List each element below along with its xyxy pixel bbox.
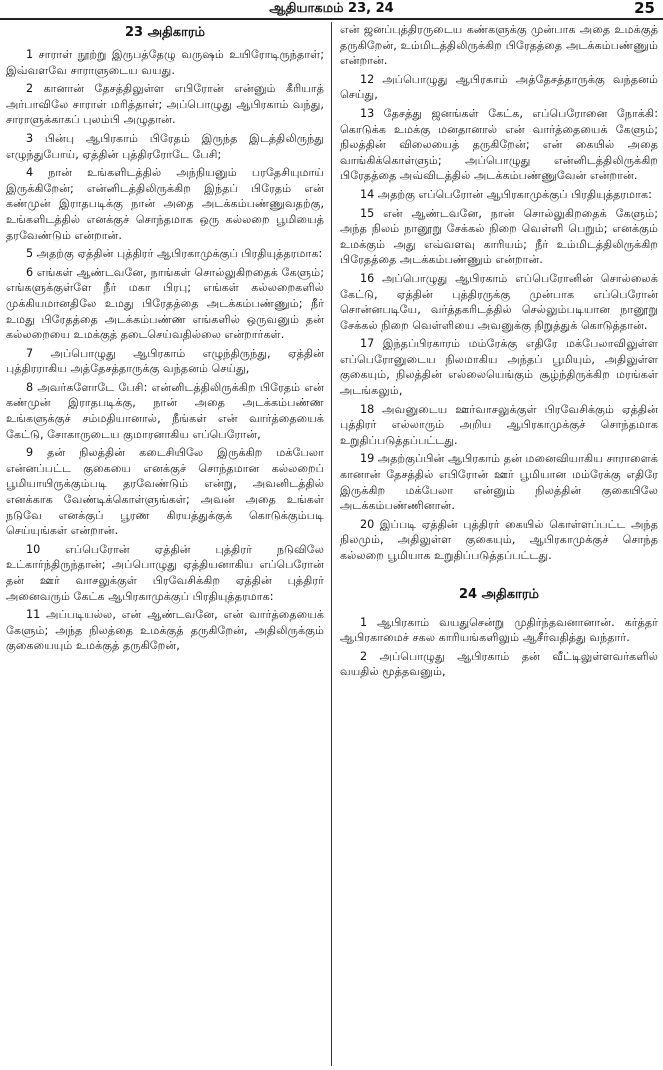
verse: 20 இப்படி ஏத்தின் புத்திரர் கையில் கொள்ளப்பட்ட அந்த நிலமும், அதிலுள்ள குகையும், ஆபிரகாமுக்குச் சொந்த கல்லறை பூமியாக உறுதிப்படுத்தப்பட்டது. <box>340 517 658 562</box>
verse: 12 அப்பொழுது ஆபிரகாம் அத்தேசத்தாருக்கு வந்தனம் செய்து, <box>340 72 658 102</box>
verse: 1 ஆபிரகாம் வயதுசென்று முதிர்ந்தவனானான். கர்த்தர் ஆபிரகாமைச் சகல காரியங்களிலும் ஆசீர்வதித்து வந்தார். <box>340 615 658 645</box>
right-column <box>340 22 658 1066</box>
verse: 3 பின்பு ஆபிரகாம் பிரேதம் இருந்த இடத்திலிருந்து எழுந்துபோய், ஏத்தின் புத்திரரோடே பேசி; <box>6 131 324 161</box>
header-rule <box>0 18 663 20</box>
verse: 2 கானான் தேசத்திலுள்ள எபிரோன் என்னும் கீரியாத் அர்பாவிலே சாராள் மரித்தாள்; அப்பொழுது ஆபிரகாம் வந்து, சாராளுக்காகப் புலம்பி அழுதான். <box>6 82 324 127</box>
column-divider <box>331 22 332 1066</box>
verse: 11 அப்படியல்ல, என் ஆண்டவனே, என் வார்த்தையைக் கேளும்; அந்த நிலத்தை உமக்குத் தருகிறேன், அதிலிருக்கும் குகையையும் உமக்குத் தருகிறேன், <box>6 608 324 653</box>
verse: 13 தேசத்து ஜனங்கள் கேட்க, எப்பெரோனை நோக்கி: கொடுக்க உமக்கு மனதானால் என் வார்த்தையைக் கேளும்; நிலத்தின் விலையைத் தருகிறேன்; என் கையில் அதை வாங்கிக்கொள்ளும்; அப்பொழுது என்னிடத்திலிருக்கிற பிரேதத்தை அவ்விடத்தில் அடக்கம்பண்ணுவேன் என்றான். <box>340 106 658 183</box>
verse: 17 இந்தப்பிரகாரம் மம்ரேக்கு எதிரே மக்பேலாவிலுள்ள எப்பெரோனுடைய நிலமாகிய அந்தப் பூமியும், அதிலுள்ள குகையும், நிலத்தின் எல்லையெங்கும் சூழ்ந்திருக்கிற மரங்கள் அடங்கலும், <box>340 337 658 398</box>
verse: 1 சாராள் நூற்று இருபத்தேழு வருஷம் உயிரோடிருந்தாள்; இவ்வளவே சாராளுடைய வயது. <box>6 48 324 77</box>
verse: 16 அப்பொழுது ஆபிரகாம் எப்பெரோனின் சொல்லைக் கேட்டு, ஏத்தின் புத்திரருக்கு முன்பாக எப்பெரோன் சொன்னபடியே, வர்த்தகரிடத்தில் செல்லும்படியான நானூறு சேக்கல் நிறை வெள்ளியை அவனுக்கு நிறுத்துக் கொடுத்தான். <box>340 271 658 332</box>
verse: 7 அப்பொழுது ஆபிரகாம் எழுந்திருந்து, ஏத்தின் புத்திரராகிய அத்தேசத்தாருக்கு வந்தனம் செய்து, <box>6 346 324 376</box>
verse-continuation: என் ஜனப்புத்திரருடைய கண்களுக்கு முன்பாக அதை உமக்குத் தருகிறேன், உம்மிடத்திலிருக்கிற பிரேதத்தை அடக்கம்பண்ணும் என்றான். <box>340 23 658 68</box>
running-title: ஆதியாகமம் 23, 24 <box>269 1 394 16</box>
verse: 8 அவர்களோடே பேசி: என்னிடத்திலிருக்கிற பிரேதம் என் கண்முன் இராதபடிக்கு, நான் அதை அடக்கம்பண்ண உங்களுக்குச் சம்மதியானால், நீங்கள் என் வார்த்தையைக் கேட்டு, சோகாருடைய குமாரனாகிய எப்பெரோன், <box>6 380 324 441</box>
page-number: 25 <box>634 0 655 17</box>
left-column <box>6 22 324 1066</box>
verse: 4 நான் உங்களிடத்தில் அந்நியனும் பரதேசியுமாய் இருக்கிறேன்; என்னிடத்திலிருக்கிற இந்தப் பிரேதம் என் கண்முன் இராதபடிக்கு நான் அதை அடக்கம்பண்ணுவதற்கு, உங்களிடத்தில் எனக்குச் சொந்தமாக ஒரு கல்லறை பூமியைத் தரவேண்டும் என்றான். <box>6 166 324 242</box>
verse: 14 அதற்கு எப்பெரோன் ஆபிரகாமுக்குப் பிரதியுத்தரமாக: <box>360 187 652 201</box>
verse: 10 எப்பெரோன் ஏத்தின் புத்திரர் நடுவிலே உட்கார்ந்திருந்தான்; அப்பொழுது ஏத்தியனாகிய எப்பெரோன் தன் ஊர் வாசலுக்குள் பிரவேசிக்கிற ஏத்தின் புத்திரர் அனைவரும் கேட்க ஆபிரகாமுக்குப் பிரதியுத்தரமாக: <box>6 542 324 603</box>
verse: 19 அதற்குப்பின் ஆபிரகாம் தன் மனைவியாகிய சாராளைக் கானான் தேசத்தில் எபிரோன் ஊர் பூமியான மம்ரேக்கு எதிரே இருக்கிற மக்பேலா என்னும் நிலத்தின் குகையிலே அடக்கம்பண்ணினான். <box>340 452 658 513</box>
verse: 9 தன் நிலத்தின் கடைசியிலே இருக்கிற மக்பேலா என்னப்பட்ட குகையை எனக்குச் சொந்தமான கல்லறைப் பூமியாயிருக்கும்படி தரவேண்டும் என்று, அவனிடத்தில் எனக்காக வேண்டிக்கொள்ளுங்கள்; அவன் அதை உங்கள் நடுவே எனக்குப் பூரண கிரயத்துக்குக் கொடுக்கும்படி செய்யுங்கள் என்றான். <box>6 446 324 538</box>
verse: 18 அவனுடைய ஊர்வாசலுக்குள் பிரவேசிக்கும் ஏத்தின் புத்திரர் எல்லாரும் அறிய ஆபிரகாமுக்குச் சொந்தமாக உறுதிப்படுத்தப்பட்டது. <box>340 402 658 447</box>
verse: 2 அப்பொழுது ஆபிரகாம் தன் வீட்டிலுள்ளவர்களில் வயதில் மூத்தவனும், <box>340 649 658 679</box>
verse: 5 அதற்கு ஏத்தின் புத்திரர் ஆபிரகாமுக்குப் பிரதியுத்தரமாக: <box>26 247 323 261</box>
verse: 15 என் ஆண்டவனே, நான் சொல்லுகிறதைக் கேளும்; அந்த நிலம் நானூறு சேக்கல் நிறை வெள்ளி பெறும்; எனக்கும் உமக்கும் அது எவ்வளவு காரியம்; நீர் உம்மிடத்திலிருக்கிற பிரேதத்தை அடக்கம்பண்ணும் என்றான். <box>340 206 658 267</box>
page-header <box>0 0 663 18</box>
chapter-heading-23: 23 அதிகாரம் <box>125 25 205 40</box>
chapter-heading-24: 24 அதிகாரம் <box>459 586 539 602</box>
verse: 6 எங்கள் ஆண்டவனே, நாங்கள் சொல்லுகிறதைக் கேளும்; எங்களுக்குள்ளே நீர் மகா பிரபு; எங்கள் கல்லறைகளில் முக்கியமானதிலே உமது பிரேதத்தை அடக்கம்பண்ணும்; நீர் உமது பிரேதத்தை அடக்கம்பண்ண எங்களில் ஒருவனும் தன் கல்லறையை உமக்குத் தடைசெய்வதில்லை என்றார்கள். <box>6 265 324 342</box>
